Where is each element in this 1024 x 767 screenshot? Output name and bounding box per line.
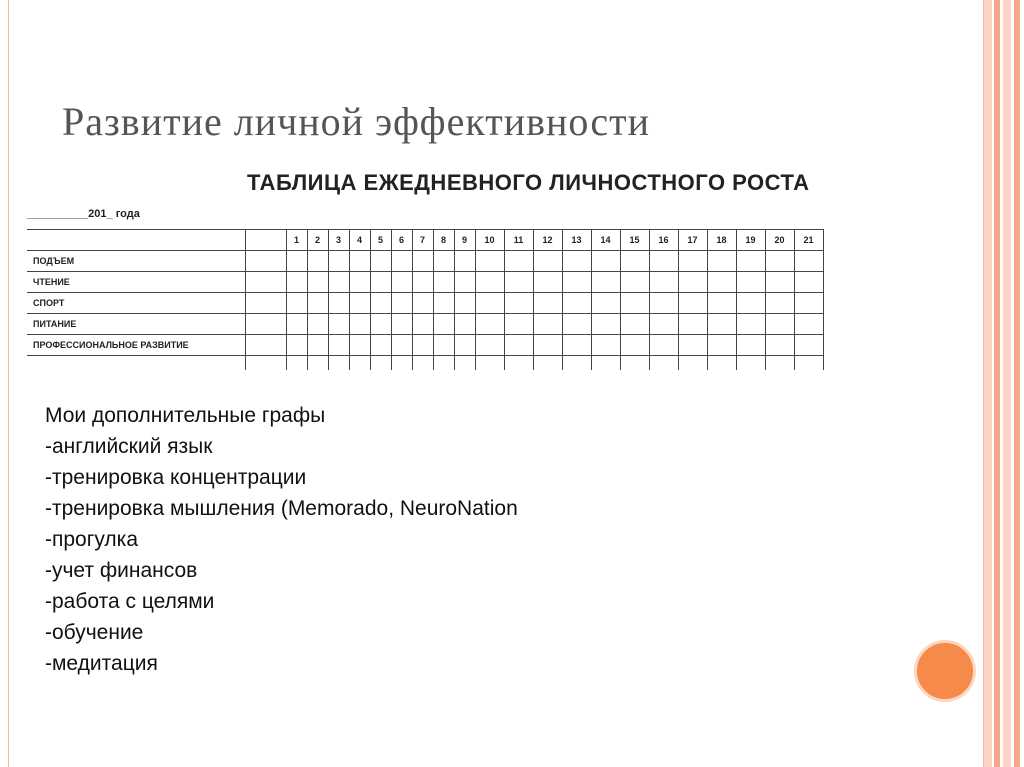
day-cell — [794, 251, 823, 272]
day-cell — [328, 251, 349, 272]
day-cell — [412, 293, 433, 314]
extras-heading: Мои дополнительные графы — [45, 404, 326, 427]
tail-cell — [307, 356, 328, 371]
decorative-circle — [914, 640, 976, 702]
day-cell — [307, 272, 328, 293]
tail-cell — [286, 356, 307, 371]
day-header: 13 — [562, 230, 591, 251]
day-cell — [765, 293, 794, 314]
tail-cell — [391, 356, 412, 371]
day-cell — [794, 293, 823, 314]
day-header: 16 — [649, 230, 678, 251]
daily-growth-table — [27, 229, 824, 370]
day-cell — [328, 272, 349, 293]
day-cell — [678, 272, 707, 293]
day-cell — [649, 251, 678, 272]
year-label: __________201_ года — [27, 208, 140, 220]
day-cell — [391, 272, 412, 293]
tail-cell — [454, 356, 475, 371]
day-cell — [412, 314, 433, 335]
day-cell — [433, 293, 454, 314]
day-cell — [454, 314, 475, 335]
extras-item: -тренировка мышления (Memorado, NeuroNation — [45, 497, 518, 520]
day-cell — [307, 335, 328, 356]
day-cell — [286, 251, 307, 272]
day-cell — [794, 335, 823, 356]
day-cell — [649, 293, 678, 314]
day-header: 12 — [533, 230, 562, 251]
day-cell — [591, 314, 620, 335]
blank-cell — [245, 293, 286, 314]
day-header: 11 — [504, 230, 533, 251]
day-cell — [707, 335, 736, 356]
extras-item: -английский язык — [45, 435, 213, 458]
day-cell — [286, 314, 307, 335]
day-cell — [533, 272, 562, 293]
extras-list — [45, 400, 518, 679]
day-cell — [504, 251, 533, 272]
stripe — [1003, 0, 1011, 767]
day-cell — [475, 335, 504, 356]
day-cell — [475, 272, 504, 293]
day-cell — [562, 293, 591, 314]
day-cell — [591, 335, 620, 356]
day-cell — [454, 272, 475, 293]
header-empty-cell — [27, 230, 245, 251]
row-label: ПОДЪЕМ — [27, 251, 245, 272]
table-row — [27, 272, 823, 293]
day-cell — [620, 293, 649, 314]
day-cell — [736, 314, 765, 335]
day-header: 2 — [307, 230, 328, 251]
tail-cell — [475, 356, 504, 371]
day-cell — [504, 314, 533, 335]
day-cell — [349, 293, 370, 314]
day-cell — [475, 314, 504, 335]
row-label: СПОРТ — [27, 293, 245, 314]
day-cell — [286, 293, 307, 314]
tail-cell — [678, 356, 707, 371]
day-cell — [454, 251, 475, 272]
day-cell — [678, 293, 707, 314]
tail-cell — [649, 356, 678, 371]
day-header: 15 — [620, 230, 649, 251]
tail-blank-cell — [245, 356, 286, 371]
day-cell — [286, 272, 307, 293]
day-cell — [349, 335, 370, 356]
table-row — [27, 293, 823, 314]
day-cell — [433, 272, 454, 293]
tail-cell — [504, 356, 533, 371]
day-cell — [620, 251, 649, 272]
day-cell — [504, 293, 533, 314]
day-cell — [370, 335, 391, 356]
table-tail-row — [27, 356, 823, 371]
day-cell — [765, 272, 794, 293]
day-header: 8 — [433, 230, 454, 251]
table-row — [27, 251, 823, 272]
day-header: 4 — [349, 230, 370, 251]
day-cell — [736, 335, 765, 356]
tail-cell — [328, 356, 349, 371]
day-cell — [370, 251, 391, 272]
day-cell — [765, 335, 794, 356]
day-cell — [591, 272, 620, 293]
day-cell — [349, 272, 370, 293]
table-header-row — [27, 230, 823, 251]
day-cell — [649, 272, 678, 293]
day-cell — [391, 335, 412, 356]
tail-label-cell — [27, 356, 245, 371]
day-cell — [765, 314, 794, 335]
day-cell — [678, 251, 707, 272]
day-header: 7 — [412, 230, 433, 251]
extras-item: -работа с целями — [45, 590, 215, 613]
day-header: 14 — [591, 230, 620, 251]
tail-cell — [765, 356, 794, 371]
day-cell — [328, 293, 349, 314]
tail-cell — [736, 356, 765, 371]
day-header: 9 — [454, 230, 475, 251]
day-cell — [454, 335, 475, 356]
tail-cell — [433, 356, 454, 371]
extras-item: -прогулка — [45, 528, 139, 551]
day-cell — [412, 251, 433, 272]
day-cell — [391, 293, 412, 314]
tail-cell — [533, 356, 562, 371]
day-cell — [433, 314, 454, 335]
day-cell — [412, 335, 433, 356]
day-cell — [562, 335, 591, 356]
extras-item: -учет финансов — [45, 559, 198, 582]
day-cell — [533, 251, 562, 272]
day-cell — [794, 314, 823, 335]
slide-title: Развитие личной эффективности — [62, 99, 651, 144]
tail-cell — [620, 356, 649, 371]
day-header: 21 — [794, 230, 823, 251]
day-cell — [454, 293, 475, 314]
day-cell — [678, 314, 707, 335]
day-cell — [591, 251, 620, 272]
day-cell — [736, 251, 765, 272]
day-cell — [707, 293, 736, 314]
header-blank-cell — [245, 230, 286, 251]
day-cell — [475, 251, 504, 272]
table-title: ТАБЛИЦА ЕЖЕДНЕВНОГО ЛИЧНОСТНОГО РОСТА — [247, 170, 810, 195]
day-cell — [349, 314, 370, 335]
tail-cell — [412, 356, 433, 371]
day-cell — [370, 293, 391, 314]
tail-cell — [794, 356, 823, 371]
day-cell — [433, 335, 454, 356]
day-cell — [562, 272, 591, 293]
row-label: ЧТЕНИЕ — [27, 272, 245, 293]
day-cell — [504, 335, 533, 356]
day-cell — [391, 251, 412, 272]
day-cell — [620, 314, 649, 335]
day-cell — [707, 251, 736, 272]
day-cell — [562, 251, 591, 272]
day-cell — [533, 314, 562, 335]
day-cell — [328, 314, 349, 335]
day-header: 18 — [707, 230, 736, 251]
stripe — [984, 0, 992, 767]
day-cell — [307, 293, 328, 314]
day-cell — [591, 293, 620, 314]
day-cell — [475, 293, 504, 314]
day-cell — [707, 272, 736, 293]
row-label: ПРОФЕССИОНАЛЬНОЕ РАЗВИТИЕ — [27, 335, 245, 356]
day-header: 20 — [765, 230, 794, 251]
blank-cell — [245, 335, 286, 356]
decorative-stripes — [984, 0, 1024, 767]
stripe — [1014, 0, 1020, 767]
day-cell — [707, 314, 736, 335]
day-cell — [370, 314, 391, 335]
tail-cell — [591, 356, 620, 371]
tail-cell — [349, 356, 370, 371]
day-cell — [391, 314, 412, 335]
day-cell — [307, 314, 328, 335]
day-cell — [620, 272, 649, 293]
row-label: ПИТАНИЕ — [27, 314, 245, 335]
day-cell — [649, 314, 678, 335]
extras-item: -обучение — [45, 621, 144, 644]
blank-cell — [245, 272, 286, 293]
day-cell — [328, 335, 349, 356]
day-header: 10 — [475, 230, 504, 251]
day-cell — [433, 251, 454, 272]
tail-cell — [562, 356, 591, 371]
day-header: 19 — [736, 230, 765, 251]
day-cell — [649, 335, 678, 356]
day-cell — [370, 272, 391, 293]
extras-item: -тренировка концентрации — [45, 466, 307, 489]
tail-cell — [370, 356, 391, 371]
day-cell — [736, 293, 765, 314]
blank-cell — [245, 251, 286, 272]
day-header: 5 — [370, 230, 391, 251]
day-header: 1 — [286, 230, 307, 251]
day-header: 17 — [678, 230, 707, 251]
day-cell — [620, 335, 649, 356]
day-header: 6 — [391, 230, 412, 251]
day-cell — [412, 272, 433, 293]
day-cell — [794, 272, 823, 293]
day-header: 3 — [328, 230, 349, 251]
extras-item: -медитация — [45, 652, 158, 675]
stripe — [994, 0, 1000, 767]
table-row — [27, 335, 823, 356]
day-cell — [349, 251, 370, 272]
day-cell — [562, 314, 591, 335]
tail-cell — [707, 356, 736, 371]
day-cell — [765, 251, 794, 272]
table-row — [27, 314, 823, 335]
day-cell — [533, 293, 562, 314]
day-cell — [533, 335, 562, 356]
blank-cell — [245, 314, 286, 335]
day-cell — [504, 272, 533, 293]
day-cell — [678, 335, 707, 356]
day-cell — [736, 272, 765, 293]
day-cell — [307, 251, 328, 272]
day-cell — [286, 335, 307, 356]
